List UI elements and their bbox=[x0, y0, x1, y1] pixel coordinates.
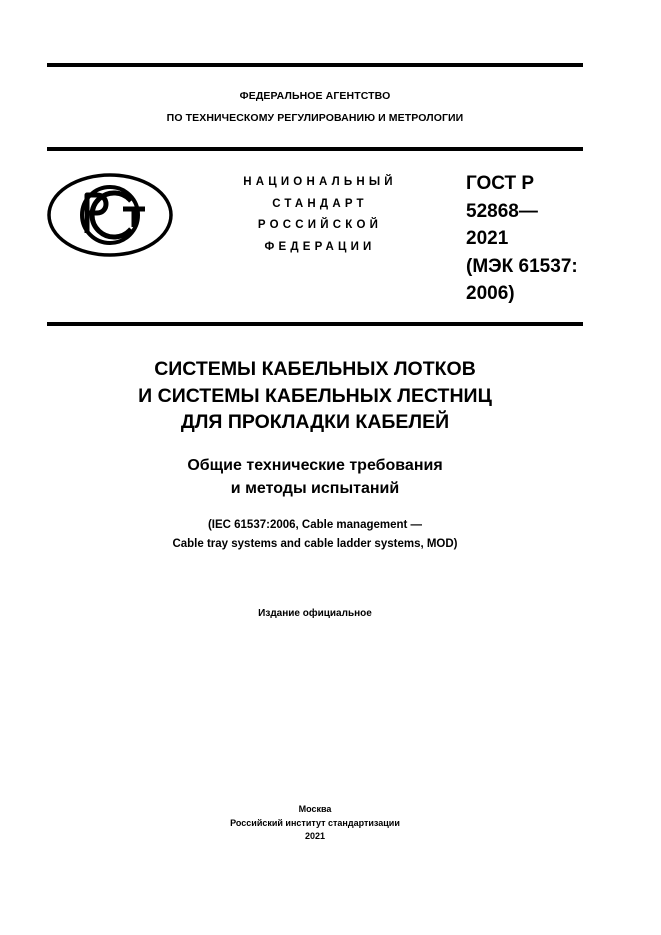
designation-line: 52868— bbox=[466, 200, 538, 222]
title-divider bbox=[47, 322, 583, 326]
national-standard-label bbox=[225, 172, 415, 258]
subtitle-line: и методы испытаний bbox=[230, 480, 400, 497]
rst-certification-mark-icon bbox=[47, 173, 173, 257]
agency-name-line-1: ФЕДЕРАЛЬНОЕ АГЕНТСТВО bbox=[239, 90, 391, 102]
designation-line: (МЭК 61537: bbox=[466, 255, 578, 277]
title-line: СИСТЕМЫ КАБЕЛЬНЫХ ЛОТКОВ bbox=[154, 358, 476, 380]
standard-designation bbox=[466, 170, 586, 308]
imprint bbox=[47, 803, 583, 844]
top-divider bbox=[47, 63, 583, 67]
edition-label: Издание официальное bbox=[258, 608, 372, 619]
imprint-year: 2021 bbox=[304, 831, 326, 841]
subtitle-line: Общие технические требования bbox=[187, 457, 443, 474]
designation-line: 2006) bbox=[466, 283, 515, 304]
document-subtitle bbox=[47, 454, 583, 500]
imprint-city: Москва bbox=[298, 804, 332, 814]
agency-name-line-2: ПО ТЕХНИЧЕСКОМУ РЕГУЛИРОВАНИЮ И МЕТРОЛОГИИ bbox=[166, 112, 464, 124]
national-standard-line: НАЦИОНАЛЬНЫЙ bbox=[243, 176, 397, 188]
iec-reference-line: (IEC 61537:2006, Cable management — bbox=[207, 519, 423, 531]
title-line: И СИСТЕМЫ КАБЕЛЬНЫХ ЛЕСТНИЦ bbox=[138, 384, 492, 407]
title-line: ДЛЯ ПРОКЛАДКИ КАБЕЛЕЙ bbox=[180, 411, 450, 433]
document-title bbox=[47, 356, 583, 436]
iec-reference bbox=[47, 516, 583, 554]
header-divider bbox=[47, 147, 583, 151]
designation-line: ГОСТ Р bbox=[466, 173, 535, 194]
national-standard-line: СТАНДАРТ bbox=[272, 197, 368, 210]
iec-reference-line: Cable tray systems and cable ladder systems, MOD) bbox=[172, 538, 458, 550]
imprint-publisher: Российский институт стандартизации bbox=[230, 817, 400, 828]
national-standard-line: РОССИЙСКОЙ bbox=[257, 219, 383, 231]
national-standard-line: ФЕДЕРАЦИИ bbox=[264, 240, 376, 253]
designation-line: 2021 bbox=[466, 228, 509, 249]
